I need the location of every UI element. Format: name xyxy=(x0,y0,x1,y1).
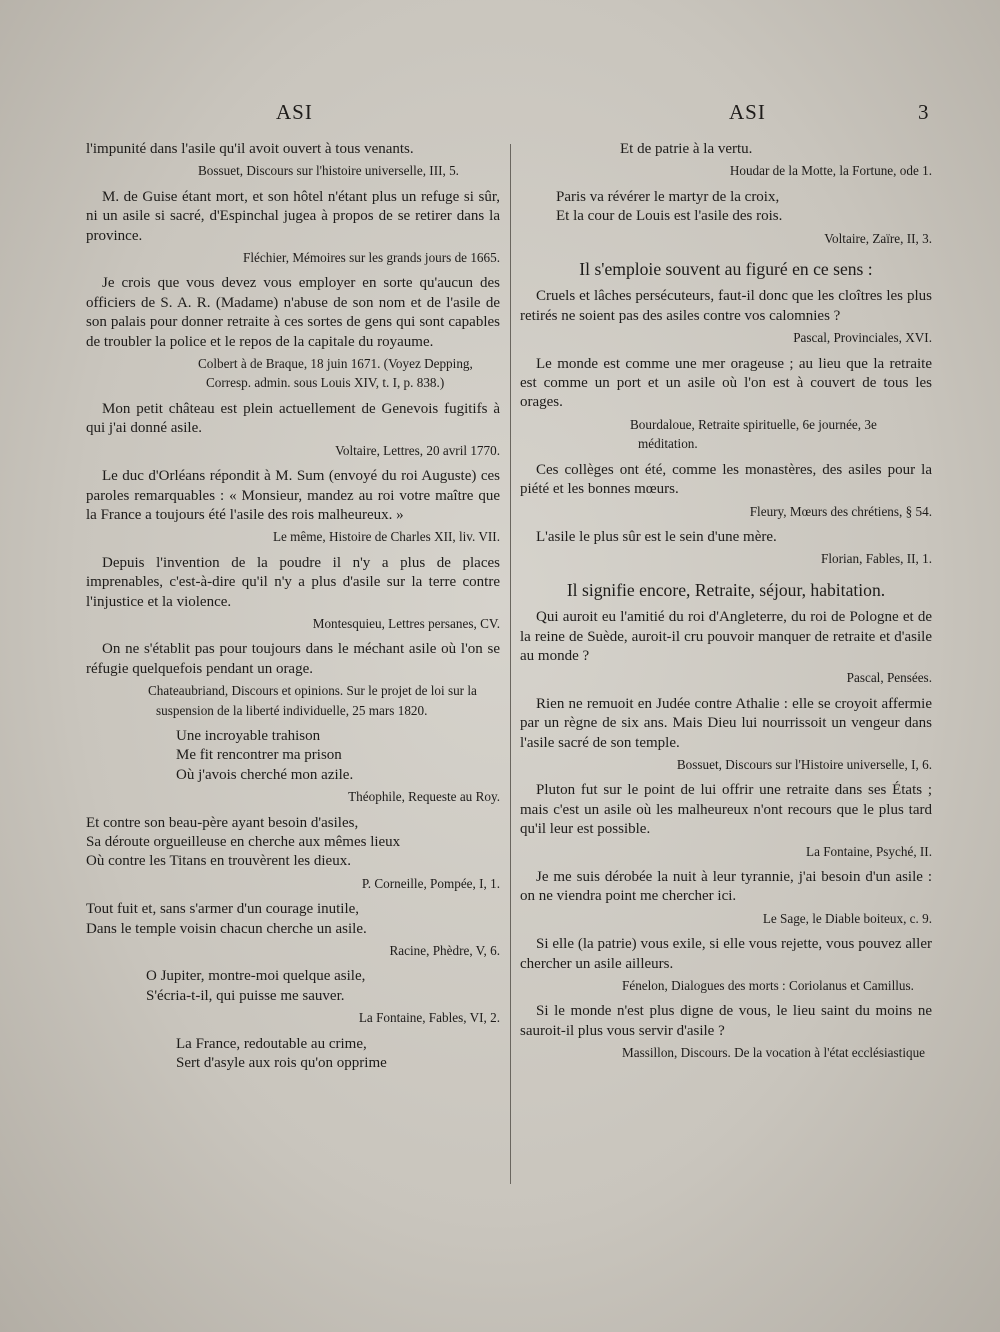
section-heading: Il signifie encore, Retraite, séjour, habitation. xyxy=(566,579,886,600)
page-number: 3 xyxy=(918,100,930,124)
citation: Florian, Fables, II, 1. xyxy=(821,551,932,567)
paragraph: Pluton fut sur le point de lui offrir une retraite dans ses États ; mais c'est un asile où les malheureux n'ont recours que le plus tard qu'il leur est possible. xyxy=(520,782,932,838)
paragraph: Si elle (la patrie) vous exile, si elle vous rejette, vous pouvez aller chercher un asile ailleurs. xyxy=(520,936,932,972)
citation: Voltaire, Lettres, 20 avril 1770. xyxy=(335,442,500,458)
citation: P. Corneille, Pompée, I, 1. xyxy=(361,875,500,891)
citation: Montesquieu, Lettres persanes, CV. xyxy=(312,615,500,631)
verse-line: Où contre les Titans en trouvèrent les dieux. xyxy=(86,853,351,870)
verse-line: Me fit rencontrer ma prison xyxy=(176,747,342,764)
citation: Le même, Histoire de Charles XII, liv. VII. xyxy=(272,529,500,545)
verse-block xyxy=(86,900,500,939)
column-divider xyxy=(510,144,511,1184)
verse-block xyxy=(620,140,932,159)
paragraph: Le duc d'Orléans répondit à M. Sum (envoyé du roi Auguste) ces paroles remarquables : « Monsieur, mandez au roi votre maître que la France a toujours été l'asile des rois malheureux. » xyxy=(86,468,500,523)
citation: La Fontaine, Psyché, II. xyxy=(806,843,932,859)
paragraph: Je me suis dérobée la nuit à leur tyrannie, j'ai besoin d'un asile : on ne viendra point me chercher ici. xyxy=(520,869,932,905)
citation: Voltaire, Zaïre, II, 3. xyxy=(824,230,932,246)
paragraph: M. de Guise étant mort, et son hôtel n'étant plus un refuge si sûr, ni un asile si sacré, d'Espinchal jugea à propos de se retirer dans la province. xyxy=(86,188,500,244)
citation: Le Sage, le Diable boiteux, c. 9. xyxy=(762,910,932,926)
verse-block xyxy=(176,1035,500,1074)
paragraph: Je crois que vous devez vous employer en sorte qu'aucun des officiers de S. A. R. (Madame) n'abuse de son nom et de l'asile de son palais pour donner retraite à ces sortes de gens qui sont capables de troubler la police et le repos de la capitale du royaume. xyxy=(86,275,500,350)
citation: Houdar de la Motte, la Fortune, ode 1. xyxy=(729,163,932,179)
verse-line: O Jupiter, montre-moi quelque asile, xyxy=(146,968,366,985)
verse-line: Et contre son beau-père ayant besoin d'asiles, xyxy=(86,814,359,831)
verse-block xyxy=(146,967,500,1006)
verse-line: Et la cour de Louis est l'asile des rois. xyxy=(556,208,783,225)
verse-line: Et de patrie à la vertu. xyxy=(620,141,753,157)
verse-line: Sa déroute orgueilleuse en cherche aux mêmes lieux xyxy=(86,834,401,850)
citation: Chateaubriand, Discours et opinions. Sur le projet de loi sur la suspension de la liberté individuelle, 25 mars 1820. xyxy=(148,683,477,718)
paragraph: l'impunité dans l'asile qu'il avoit ouvert à tous venants. xyxy=(86,141,414,157)
citation: Théophile, Requeste au Roy. xyxy=(348,789,500,805)
verse-line: Où j'avois cherché mon azile. xyxy=(176,766,354,783)
paragraph: L'asile le plus sûr est le sein d'une mère. xyxy=(536,528,777,545)
verse-line: Sert d'asyle aux rois qu'on opprime xyxy=(176,1055,387,1072)
verse-line: Paris va révérer le martyr de la croix, xyxy=(556,188,780,205)
verse-line: Dans le temple voisin chacun cherche un asile. xyxy=(86,920,367,937)
paragraph: Qui auroit eu l'amitié du roi d'Angleterre, du roi de Pologne et de la reine de Suède, auroit-il cru pouvoir manquer de retraite et d'asile au monde ? xyxy=(520,609,932,664)
verse-block xyxy=(176,727,500,785)
verse-line: La France, redoutable au crime, xyxy=(176,1035,367,1052)
paragraph: Si le monde n'est plus digne de vous, le lieu saint du moins ne sauroit-il plus vous servir d'asile ? xyxy=(520,1003,932,1039)
verse-line: S'écria-t-il, qui puisse me sauver. xyxy=(146,987,345,1004)
citation: Bossuet, Discours sur l'histoire universelle, III, 5. xyxy=(198,163,459,179)
verse-block xyxy=(556,188,932,227)
paragraph: Mon petit château est plein actuellement de Genevois fugitifs à qui j'ai donné asile. xyxy=(86,400,500,437)
running-header-right: ASI xyxy=(729,100,766,124)
citation: Fléchier, Mémoires sur les grands jours de 1665. xyxy=(243,250,500,266)
citation: Pascal, Pensées. xyxy=(846,670,932,686)
citation: La Fontaine, Fables, VI, 2. xyxy=(358,1010,500,1026)
paragraph: Rien ne remuoit en Judée contre Athalie : elle se croyoit affermie par un règne de six ans. Mais Dieu lui nourrissoit un vengeur dans l'asile sacré de son temple. xyxy=(520,695,932,751)
citation: Fénelon, Dialogues des morts : Coriolanus et Camillus. xyxy=(622,978,914,994)
citation: Racine, Phèdre, V, 6. xyxy=(389,943,500,959)
verse-block xyxy=(86,814,500,872)
citation: Fleury, Mœurs des chrétiens, § 54. xyxy=(749,503,932,519)
verse-line: Tout fuit et, sans s'armer d'un courage inutile, xyxy=(86,901,360,918)
verse-line: Une incroyable trahison xyxy=(176,727,321,744)
citation: Pascal, Provinciales, XVI. xyxy=(793,330,932,346)
paragraph: Ces collèges ont été, comme les monastères, des asiles pour la piété et les bonnes mœurs. xyxy=(520,461,932,498)
running-header-left: ASI xyxy=(276,100,313,124)
paragraph: On ne s'établit pas pour toujours dans le méchant asile où l'on se réfugie quelquefois pendant un orage. xyxy=(86,641,500,677)
citation: Bossuet, Discours sur l'Histoire universelle, I, 6. xyxy=(676,756,932,772)
citation: Massillon, Discours. De la vocation à l'état ecclésiastique xyxy=(622,1045,926,1061)
citation: Colbert à de Braque, 18 juin 1671. (Voyez Depping, Corresp. admin. sous Louis XIV, t. I, p. 838.) xyxy=(198,356,473,391)
section-heading: Il s'emploie souvent au figuré en ce sens : xyxy=(579,259,873,280)
paragraph: Depuis l'invention de la poudre il n'y a plus de places imprenables, c'est-à-dire qu'il n'y a plus d'asile sur la terre contre l'injustice et la violence. xyxy=(86,554,500,610)
paragraph: Cruels et lâches persécuteurs, faut-il donc que les cloîtres les plus retirés ne soient pas des asiles contre vos calomnies ? xyxy=(520,288,932,324)
right-column xyxy=(520,140,932,1063)
citation: Bourdaloue, Retraite spirituelle, 6e journée, 3e méditation. xyxy=(630,416,877,452)
paragraph: Le monde est comme une mer orageuse ; au lieu que la retraite est comme un port et un asile où l'on est à couvert de tous les orages. xyxy=(520,355,932,411)
left-column xyxy=(86,140,500,1073)
